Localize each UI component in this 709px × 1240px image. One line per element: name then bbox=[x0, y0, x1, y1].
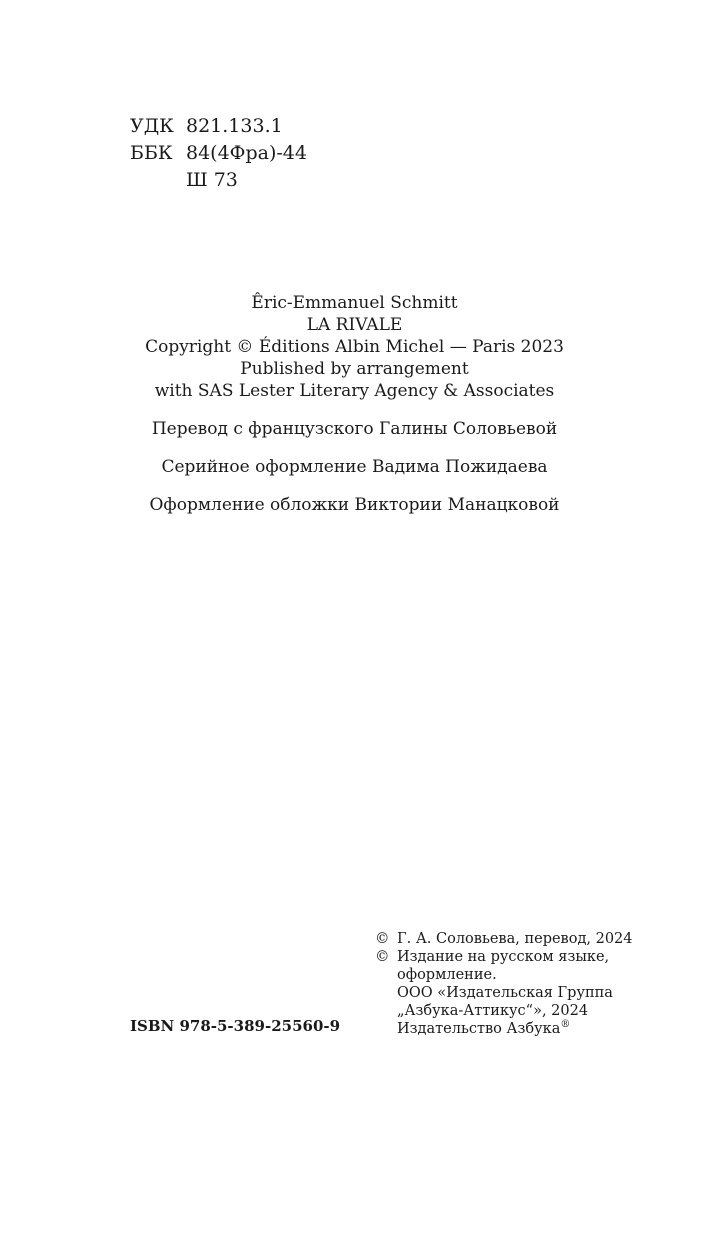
copyright-symbol: © bbox=[375, 949, 390, 965]
author-mark: Ш 73 bbox=[186, 169, 238, 191]
classification-block bbox=[130, 113, 307, 194]
original-title: LA RIVALE bbox=[306, 315, 403, 335]
udk-row bbox=[130, 113, 307, 140]
author-mark-row bbox=[130, 167, 307, 194]
publisher-line bbox=[397, 1020, 613, 1038]
udk-value: 821.133.1 bbox=[186, 115, 283, 137]
edition-line: Издание на русском языке, bbox=[397, 949, 610, 965]
original-author: Êric-Emmanuel Schmitt bbox=[251, 293, 458, 313]
edition-copyright bbox=[375, 948, 633, 1038]
published-by: Published by arrangement bbox=[240, 359, 469, 379]
edition-line: оформление. bbox=[397, 967, 497, 983]
copyright-notices bbox=[375, 930, 633, 1038]
bbk-value: 84(4Фра)-44 bbox=[186, 142, 307, 164]
bbk-label: ББК bbox=[130, 142, 173, 164]
translation-copyright bbox=[375, 930, 633, 948]
publisher-name: Издательство Азбука bbox=[397, 1021, 561, 1037]
series-design-credit: Серийное оформление Вадима Пожидаева bbox=[161, 457, 548, 477]
isbn: ISBN 978-5-389-25560-9 bbox=[130, 1017, 341, 1035]
original-copyright: Copyright © Éditions Albin Michel — Paris 2023 bbox=[145, 337, 564, 357]
credits-block bbox=[0, 292, 709, 516]
bbk-row bbox=[130, 140, 307, 167]
copyright-symbol: © bbox=[375, 931, 390, 947]
translation-copyright-text: Г. А. Соловьева, перевод, 2024 bbox=[397, 931, 633, 947]
edition-line: „Азбука-Аттикус“», 2024 bbox=[397, 1003, 589, 1019]
udk-label: УДК bbox=[130, 115, 174, 137]
registered-mark: ® bbox=[560, 1019, 571, 1031]
edition-line: ООО «Издательская Группа bbox=[397, 985, 613, 1001]
cover-design-credit: Оформление обложки Виктории Манацковой bbox=[149, 495, 560, 515]
literary-agency: with SAS Lester Literary Agency & Associates bbox=[154, 381, 555, 401]
translator-credit: Перевод с французского Галины Соловьевой bbox=[151, 419, 558, 439]
